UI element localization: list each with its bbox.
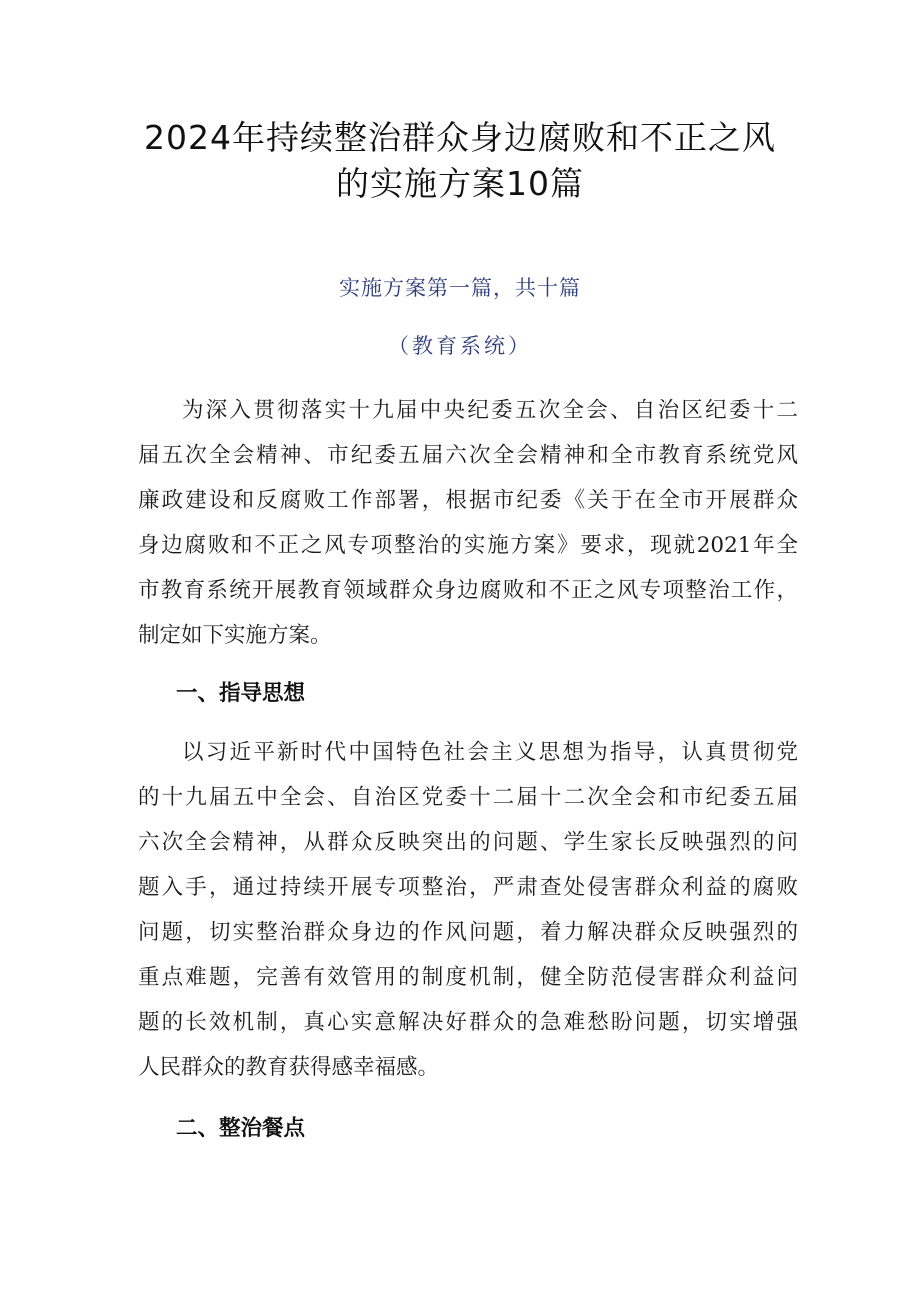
section1-line: 题的长效机制，真心实意解决好群众的急难愁盼问题，切实增强 [138, 1010, 798, 1035]
intro-line: 届五次全会精神、市纪委五届六次全会精神和全市教育系统党风 [138, 443, 798, 468]
document-title-line-1: 2024年持续整治群众身边腐败和不正之风 [144, 118, 776, 157]
intro-line: 廉政建设和反腐败工作部署，根据市纪委《关于在全市开展群众 [138, 488, 798, 513]
intro-line: 身边腐败和不正之风专项整治的实施方案》要求，现就2021年全 [138, 533, 798, 558]
section1-line: 人民群众的教育获得感幸福感。 [138, 1055, 440, 1080]
section1-line: 以习近平新时代中国特色社会主义思想为指导，认真贯彻党 [182, 740, 798, 765]
section1-line: 重点难题，完善有效管用的制度机制，健全防范侵害群众利益问 [138, 965, 798, 990]
section1-line: 问题，切实整治群众身边的作风问题，着力解决群众反映强烈的 [138, 920, 798, 945]
intro-line: 市教育系统开展教育领域群众身边腐败和不正之风专项整治工作， [138, 578, 798, 603]
document-title-line-2: 的实施方案10篇 [336, 164, 584, 203]
intro-line: 制定如下实施方案。 [138, 623, 332, 648]
intro-line: 为深入贯彻落实十九届中央纪委五次全会、自治区纪委十二 [182, 398, 798, 423]
section1-line: 的十九届五中全会、自治区党委十二届十二次全会和市纪委五届 [138, 785, 798, 810]
section-heading-2: 二、整治餐点 [176, 1116, 306, 1141]
section1-line: 六次全会精神，从群众反映突出的问题、学生家长反映强烈的问 [138, 830, 798, 855]
document-subtitle: 实施方案第一篇，共十篇 [339, 276, 581, 300]
document-subtitle-note: （教育系统） [388, 334, 532, 358]
section-heading-1: 一、指导思想 [176, 681, 306, 706]
section1-line: 题入手，通过持续开展专项整治，严肃查处侵害群众利益的腐败 [138, 875, 798, 900]
